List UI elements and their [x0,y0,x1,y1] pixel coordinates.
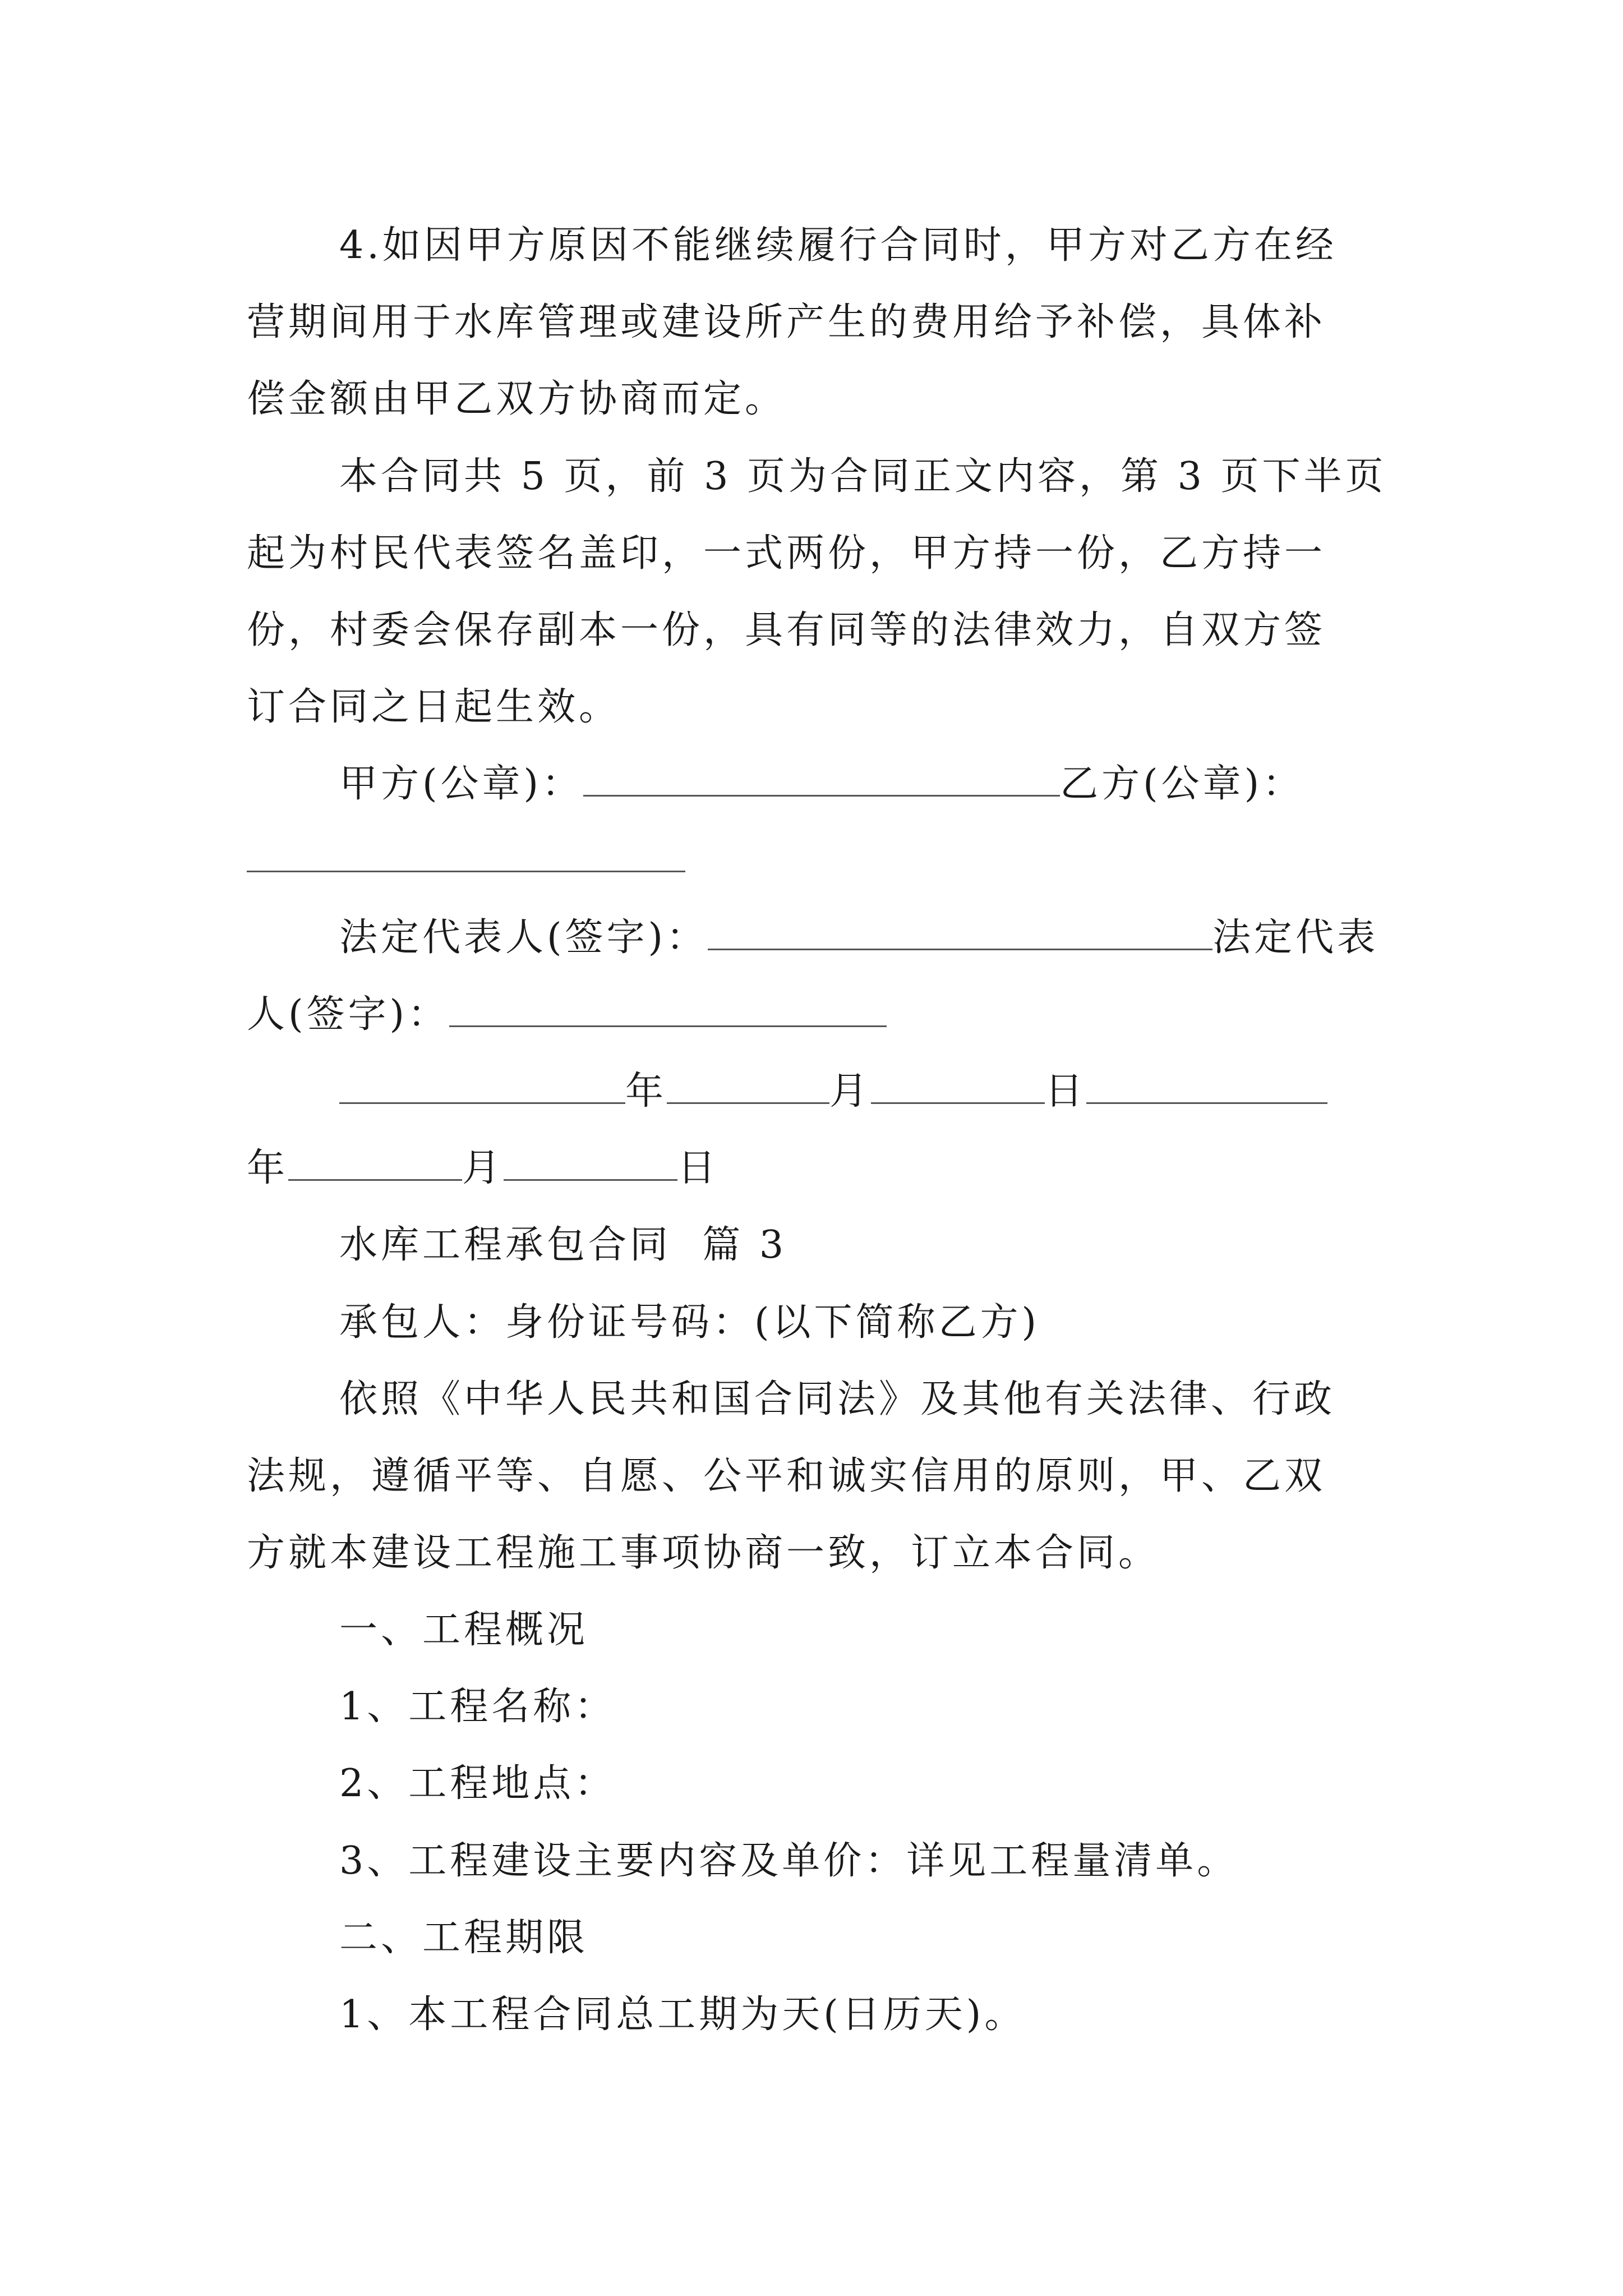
rep-line2 [247,992,887,1037]
seal-line [339,762,1304,807]
party-a-day-label: 日 [1045,1069,1087,1114]
party-b-rep-label-part2: 人(签字)： [247,992,450,1037]
party-b-year-label: 年 [247,1146,289,1190]
para2-line3: 份，村委会保存副本一份，具有同等的法律效力，自双方签 [247,608,1326,652]
party-b-month-blank [288,1148,462,1181]
heading-project-overview: 一、工程概况 [339,1608,589,1652]
section3-title: 水库工程承包合同 篇 3 [339,1223,787,1267]
basis-line3: 方就本建设工程施工事项协商一致，订立本合同。 [247,1531,1160,1575]
date-line1 [339,1069,1327,1114]
para1-line3: 偿金额由甲乙双方协商而定。 [247,377,787,421]
basis-line2: 法规，遵循平等、自愿、公平和诚实信用的原则，甲、乙双 [247,1454,1326,1498]
date-line2 [247,1146,719,1191]
basis-line1: 依照《中华人民共和国合同法》及其他有关法律、行政 [339,1377,1336,1421]
party-a-month-label: 月 [829,1069,872,1114]
party-b-day-label: 日 [677,1146,720,1190]
party-b-rep-blank [449,994,887,1027]
para2-line2: 起为村民代表签名盖印，一式两份，甲方持一份，乙方持一 [247,531,1326,576]
party-a-month-blank [667,1071,829,1104]
heading-project-term: 二、工程期限 [339,1916,589,1960]
rep-line1 [339,915,1378,960]
party-a-rep-label: 法定代表人(签字)： [339,915,708,960]
party-b-day-blank [504,1148,677,1181]
item-project-duration: 1、本工程合同总工期为天(日历天)。 [339,1993,1026,2037]
para2-line4: 订合同之日起生效。 [247,685,621,729]
party-a-seal-blank [583,763,1060,797]
party-a-day-blank [871,1071,1045,1104]
item-project-content: 3、工程建设主要内容及单价：详见工程量清单。 [339,1839,1239,1883]
para2-line1: 本合同共 5 页，前 3 页为合同正文内容，第 3 页下半页 [339,454,1387,499]
party-b-year-blank [1086,1071,1327,1104]
item-project-location: 2、工程地点： [339,1761,616,1806]
party-b-seal-blank [247,871,685,872]
contractor-line: 承包人：身份证号码：(以下简称乙方) [339,1300,1040,1345]
para1-line2: 营期间用于水库管理或建设所产生的费用给予补偿，具体补 [247,300,1326,344]
party-a-seal-label: 甲方(公章)： [339,762,584,806]
para1-line1: 4.如因甲方原因不能继续履行合同时，甲方对乙方在经 [339,223,1337,268]
party-b-seal-label: 乙方(公章)： [1060,762,1304,806]
party-a-rep-blank [708,917,1212,950]
party-a-year-label: 年 [625,1069,667,1114]
item-project-name: 1、工程名称： [339,1685,616,1729]
party-b-month-label: 月 [462,1146,504,1190]
party-b-rep-label-part1: 法定代表 [1212,915,1379,960]
party-a-year-blank [339,1071,625,1104]
